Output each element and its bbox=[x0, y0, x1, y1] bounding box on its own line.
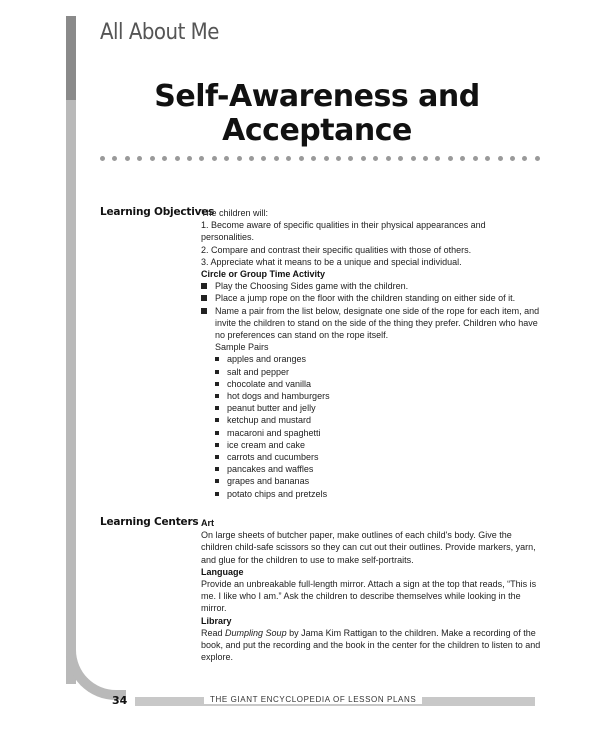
circle-time-bullet: Name a pair from the list below, designate one side of the rope for each item, and invite the children to stand on the side of the thing they prefer. Children who have no preferences can stand on the rope itself. bbox=[201, 305, 541, 342]
circle-time-bullet: Place a jump rope on the floor with the children standing on either side of it. bbox=[201, 292, 541, 304]
divider-dot bbox=[187, 156, 192, 161]
art-heading: Art bbox=[201, 518, 214, 528]
pair-item: ketchup and mustard bbox=[201, 414, 541, 426]
divider-dot bbox=[112, 156, 117, 161]
footer-book-title: THE GIANT ENCYCLOPEDIA OF LESSON PLANS bbox=[204, 695, 422, 704]
objectives-intro: The children will: bbox=[201, 208, 269, 218]
learning-centers-label: Learning Centers bbox=[100, 516, 199, 528]
pair-item: carrots and cucumbers bbox=[201, 451, 541, 463]
sample-pairs-heading: Sample Pairs bbox=[215, 342, 269, 353]
library-text bbox=[201, 627, 541, 664]
objective-item: 1. Become aware of specific qualities in their physical appearances and personalities. bbox=[201, 220, 486, 243]
divider-dot bbox=[435, 156, 440, 161]
divider-dot bbox=[175, 156, 180, 161]
library-text-pre: Read bbox=[201, 627, 226, 638]
divider-dot bbox=[386, 156, 391, 161]
learning-objectives-label: Learning Objectives bbox=[100, 206, 215, 218]
divider-dot bbox=[373, 156, 378, 161]
language-heading: Language bbox=[201, 566, 244, 577]
divider-dot bbox=[199, 156, 204, 161]
divider-dot bbox=[249, 156, 254, 161]
divider-dot bbox=[324, 156, 329, 161]
page-frame-bar bbox=[66, 16, 76, 684]
pair-item: salt and pepper bbox=[201, 366, 541, 378]
divider-dot bbox=[311, 156, 316, 161]
divider-dot bbox=[224, 156, 229, 161]
divider-dot bbox=[510, 156, 515, 161]
divider-dot bbox=[448, 156, 453, 161]
pair-item: peanut butter and jelly bbox=[201, 402, 541, 414]
divider-dot bbox=[398, 156, 403, 161]
divider-dot bbox=[498, 156, 503, 161]
library-text-post: by Jama Kim Rattigan to the children. Make a recording of the book, and put the recording and the book in the center for the children to listen to and explore. bbox=[201, 627, 541, 663]
learning-objectives-content bbox=[201, 207, 541, 268]
divider-dot bbox=[348, 156, 353, 161]
page-title-line-2: Acceptance bbox=[222, 113, 412, 148]
page-number: 34 bbox=[112, 694, 128, 707]
circle-time-bullet: Play the Choosing Sides game with the children. bbox=[201, 280, 541, 292]
pair-item: hot dogs and hamburgers bbox=[201, 390, 541, 402]
learning-centers-content bbox=[201, 517, 541, 663]
divider-dot bbox=[460, 156, 465, 161]
divider-dot bbox=[485, 156, 490, 161]
objective-item: 3. Appreciate what it means to be a unique and special individual. bbox=[201, 256, 462, 267]
divider-dot bbox=[411, 156, 416, 161]
art-text: On large sheets of butcher paper, make outlines of each child's body. Give the children child-safe scissors so they can cut out their outlines. Provide markers, yarn, and glue for the children to use to make self-portraits. bbox=[201, 530, 536, 565]
page-title-line-1: Self-Awareness and bbox=[154, 79, 480, 114]
unit-title: All About Me bbox=[100, 20, 219, 45]
pair-item: macaroni and spaghetti bbox=[201, 427, 541, 439]
circle-time-section bbox=[201, 268, 541, 500]
pair-item: potato chips and pretzels bbox=[201, 488, 541, 500]
divider-dot bbox=[150, 156, 155, 161]
divider-dot bbox=[212, 156, 217, 161]
divider-dot bbox=[535, 156, 540, 161]
divider-dot bbox=[137, 156, 142, 161]
divider-dot bbox=[423, 156, 428, 161]
pair-item: apples and oranges bbox=[201, 353, 541, 365]
divider-dot bbox=[125, 156, 130, 161]
divider-dot bbox=[286, 156, 291, 161]
divider-dot bbox=[261, 156, 266, 161]
library-book-title: Dumpling Soup bbox=[225, 627, 287, 638]
pair-item: chocolate and vanilla bbox=[201, 378, 541, 390]
divider-dot bbox=[336, 156, 341, 161]
pair-item: ice cream and cake bbox=[201, 439, 541, 451]
pair-item: pancakes and waffles bbox=[201, 463, 541, 475]
language-text: Provide an unbreakable full-length mirror. Attach a sign at the top that reads, “This is me. I like who I am.” Ask the children to describe themselves while looking in the mirror. bbox=[201, 579, 537, 614]
dotted-divider bbox=[100, 154, 540, 162]
divider-dot bbox=[237, 156, 242, 161]
divider-dot bbox=[100, 156, 105, 161]
pair-item: grapes and bananas bbox=[201, 475, 541, 487]
library-heading: Library bbox=[201, 615, 232, 626]
circle-time-heading: Circle or Group Time Activity bbox=[201, 269, 326, 279]
divider-dot bbox=[299, 156, 304, 161]
divider-dot bbox=[361, 156, 366, 161]
page-title bbox=[100, 80, 534, 148]
page-frame-corner bbox=[66, 640, 126, 700]
objective-item: 2. Compare and contrast their specific qualities with those of others. bbox=[201, 244, 472, 255]
divider-dot bbox=[522, 156, 527, 161]
divider-dot bbox=[162, 156, 167, 161]
page-frame-accent bbox=[66, 16, 76, 100]
divider-dot bbox=[473, 156, 478, 161]
divider-dot bbox=[274, 156, 279, 161]
